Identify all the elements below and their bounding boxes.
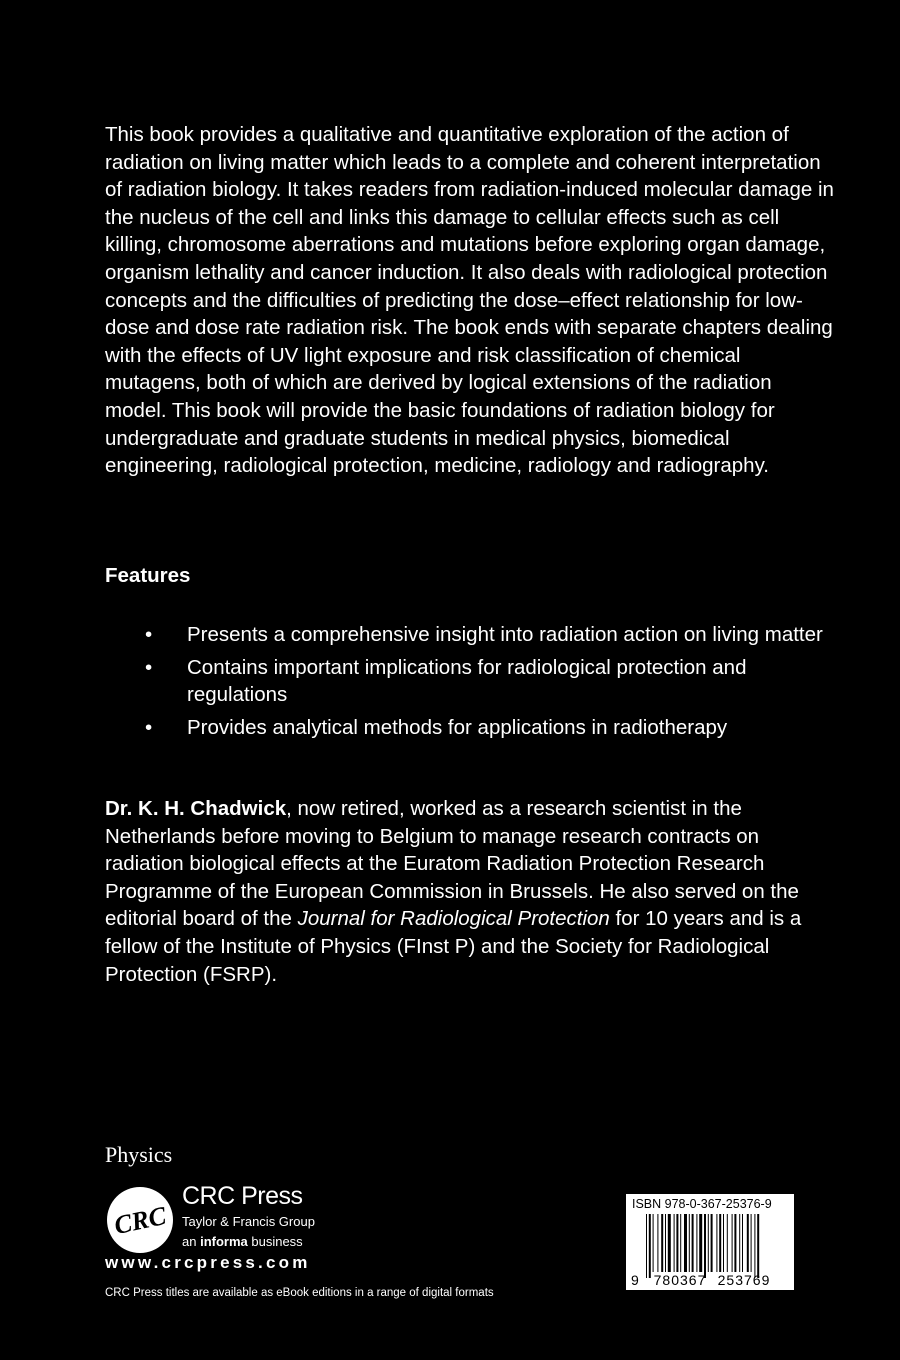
author-bio (105, 795, 835, 988)
barcode-bar (751, 1214, 752, 1272)
feature-item (105, 714, 835, 742)
feature-text: Provides analytical methods for applications in radiotherapy (187, 715, 728, 739)
barcode-bar (708, 1214, 709, 1272)
publisher-group: Taylor & Francis Group (182, 1214, 315, 1229)
author-bio-text-end: for 10 years and is a fellow of the Institute of Physics (FInst P) and the Society for Radiological Protection (FSRP). (105, 907, 802, 986)
features-heading: Features (105, 564, 191, 587)
crc-logo-icon (105, 1185, 175, 1255)
isbn-label: ISBN 978-0-367-25376-9 (632, 1197, 772, 1211)
bullet: • (145, 715, 153, 739)
barcode-bar (696, 1214, 697, 1272)
barcode-bar (684, 1214, 687, 1272)
barcode-bar (661, 1214, 663, 1272)
subject-category: Physics (105, 1142, 173, 1167)
barcode-bar (699, 1214, 702, 1272)
barcode-bar (716, 1214, 717, 1272)
barcode-bar (757, 1214, 759, 1278)
publisher-name: CRC Press (182, 1182, 303, 1210)
barcode-bar (689, 1214, 690, 1272)
book-description: This book provides a qualitative and quantitative exploration of the action of radiation on living matter which leads to a complete and coherent interpretation of radiation biology. It takes readers from radiation-induced molecular damage in the nucleus of the cell and links this damage to cellular effects such as cell killing, chromosome aberrations and mutations before exploring organ damage, organism lethality and cancer induction. It also deals with radiological protection concepts and the difficulties of predicting the dose–effect relationship for low-dose and dose rate radiation risk. The book ends with separate chapters dealing with the effects of UV light exposure and risk classification of chemical mutagens, both of which are derived by logical extensions of the radiation model. This book will provide the basic foundations of radiation biology for undergraduate and graduate students in medical physics, biomedical engineering, radiological protection, medicine, radiology and radiography. (105, 123, 834, 478)
author-name: Dr. K. H. Chadwick (105, 797, 287, 820)
isbn-barcode (626, 1194, 794, 1290)
barcode-digit-first: 9 (631, 1272, 639, 1288)
barcode-bar (742, 1214, 743, 1272)
barcode-bar (676, 1214, 678, 1272)
barcode-bar (719, 1214, 721, 1272)
barcode-bar (711, 1214, 713, 1272)
barcode-bar (646, 1214, 647, 1278)
author-bio-text: , now retired, worked as a research scientist in the Netherlands before moving to Belgium to manage research contracts on radiation biological effects at the Euratom Radiation Protection Research Programme of the European Commission in Brussels. He also served on the editorial board of the (105, 797, 799, 931)
barcode-bar (723, 1214, 724, 1272)
barcode-bar (665, 1214, 666, 1272)
feature-text: Presents a comprehensive insight into radiation action on living matter (187, 623, 823, 646)
barcode-bar (668, 1214, 671, 1272)
barcode-digits-left: 780367 (653, 1272, 707, 1288)
features-list (105, 621, 835, 746)
publisher-business: an informa business (182, 1234, 303, 1249)
barcode-digits-right: 253769 (717, 1272, 771, 1288)
barcode-bar (649, 1214, 651, 1278)
barcode-digits (626, 1272, 794, 1288)
barcode-bar (653, 1214, 654, 1272)
feature-item (105, 654, 835, 709)
feature-text: Contains important implications for radiological protection and regulations (187, 655, 747, 707)
barcode-bar (674, 1214, 675, 1272)
journal-title: Journal for Radiological Protection (297, 907, 610, 931)
barcode-bar (657, 1214, 658, 1272)
bullet: • (145, 655, 153, 679)
barcode-bar (680, 1214, 681, 1272)
barcode-bar (727, 1214, 728, 1272)
publisher-url[interactable]: www.crcpress.com (105, 1253, 311, 1272)
barcode-bar (747, 1214, 749, 1272)
logo-text: CRC (111, 1200, 169, 1241)
barcode-bar (692, 1214, 694, 1272)
ebook-note: CRC Press titles are available as eBook editions in a range of digital formats (105, 1287, 494, 1299)
barcode-bar (734, 1214, 736, 1272)
barcode-bar (732, 1214, 733, 1272)
feature-item (105, 621, 835, 649)
bullet: • (145, 623, 153, 646)
barcode-bar (754, 1214, 755, 1278)
barcode-bar (739, 1214, 740, 1272)
barcode-bar (704, 1214, 706, 1278)
